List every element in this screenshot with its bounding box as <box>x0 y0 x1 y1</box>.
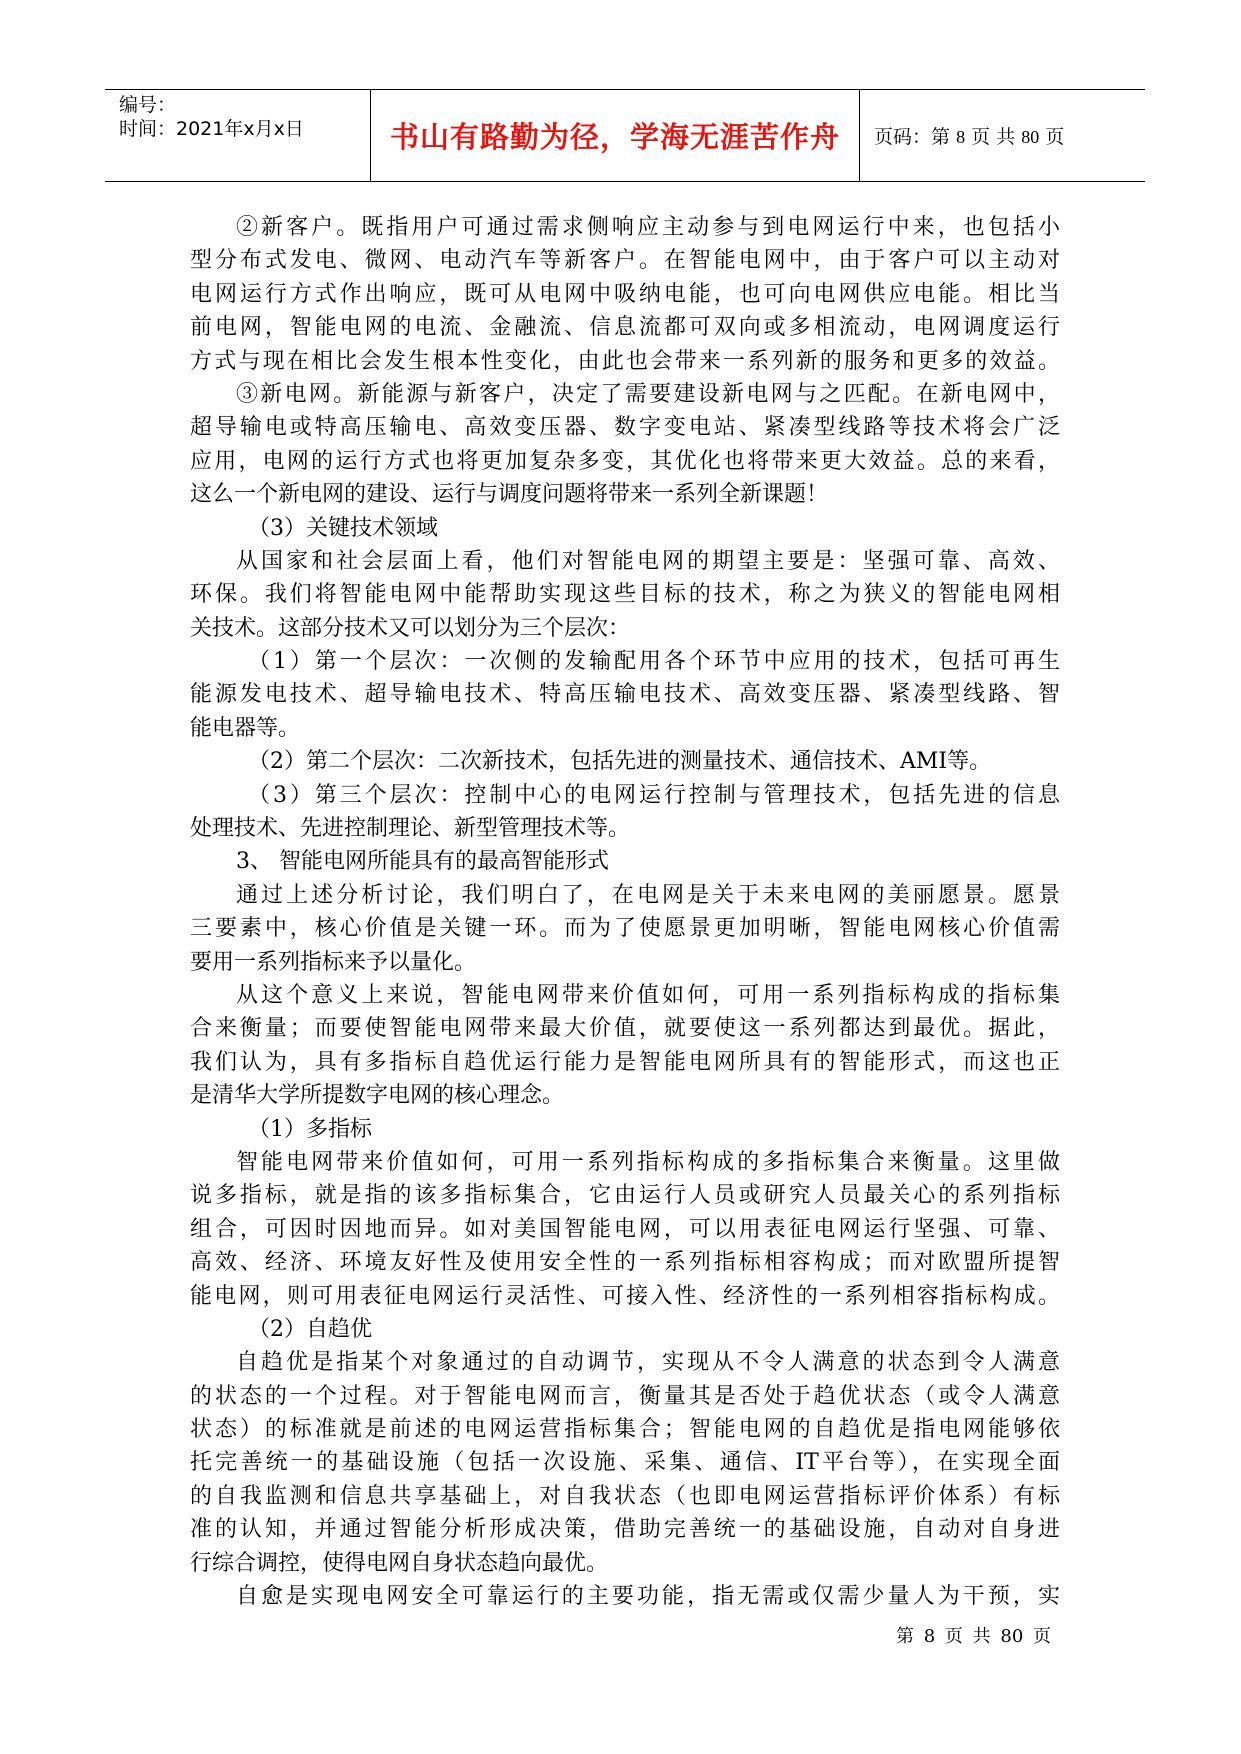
text-line: 应用，电网的运行方式也将更加复杂多变，其优化也将带来更大效益。总的来看， <box>190 448 1060 474</box>
text-line: 合来衡量；而要使智能电网带来最大价值，就要使这一系列都达到最优。据此， <box>190 1016 1060 1042</box>
text-line: 处理技术、先进控制理论、新型管理技术等。 <box>190 816 631 842</box>
header-motto-cell <box>370 90 860 181</box>
text-line: 通过上述分析讨论，我们明白了，在电网是关于未来电网的美丽愿景。愿景 <box>236 882 1060 908</box>
text-line: 能电网，则可用表征电网运行灵活性、可接入性、经济性的一系列相容指标构成。 <box>190 1283 1060 1309</box>
text-line: 关技术。这部分技术又可以划分为三个层次： <box>190 615 631 641</box>
text-line: （1）多指标 <box>248 1116 372 1142</box>
page-code-current: 8 <box>956 127 966 147</box>
text-line: 组合，可因时因地而异。如对美国智能电网，可以用表征电网运行坚强、可靠、 <box>190 1216 1060 1242</box>
text-line: 方式与现在相比会发生根本性变化，由此也会带来一系列新的服务和更多的效益。 <box>190 348 1060 374</box>
header-page-code <box>860 90 1145 181</box>
document-number-label: 编号： <box>119 94 177 116</box>
document-time-label: 时间：2021年x月x日 <box>119 118 304 140</box>
header-meta <box>105 90 370 181</box>
body-text <box>190 211 1060 1613</box>
text-line: 的自我监测和信息共享基础上，对自我状态（也即电网运营指标评价体系）有标 <box>190 1483 1060 1509</box>
page-code <box>874 122 1064 149</box>
page-code-total: 80 <box>1021 127 1040 147</box>
text-line: 是清华大学所提数字电网的核心理念。 <box>190 1083 565 1109</box>
header-motto: 书山有路勤为径，学海无涯苦作舟 <box>389 120 840 154</box>
text-line: 能源发电技术、超导输电技术、特高压输电技术、高效变压器、紧凑型线路、智 <box>190 682 1060 708</box>
text-line: 的状态的一个过程。对于智能电网而言，衡量其是否处于趋优状态（或令人满意 <box>190 1383 1060 1409</box>
text-line: 自愈是实现电网安全可靠运行的主要功能，指无需或仅需少量人为干预，实 <box>236 1584 1060 1610</box>
text-line: 状态）的标准就是前述的电网运营指标集合；智能电网的自趋优是指电网能够依 <box>190 1417 1060 1443</box>
text-line: 环保。我们将智能电网中能帮助实现这些目标的技术，称之为狭义的智能电网相 <box>190 582 1060 608</box>
text-line: 要用一系列指标来予以量化。 <box>190 949 477 975</box>
text-line: 高效、经济、环境友好性及使用安全性的一系列指标相容构成；而对欧盟所提智 <box>190 1250 1060 1276</box>
text-line: （3）第三个层次：控制中心的电网运行控制与管理技术，包括先进的信息 <box>248 782 1060 808</box>
text-line: 托完善统一的基础设施（包括一次设施、采集、通信、IT平台等），在实现全面 <box>190 1450 1060 1476</box>
text-line: （1）第一个层次：一次侧的发输配用各个环节中应用的技术，包括可再生 <box>248 649 1060 675</box>
text-line: 自趋优是指某个对象通过的自动调节，实现从不令人满意的状态到令人满意 <box>236 1350 1060 1376</box>
text-line: 前电网，智能电网的电流、金融流、信息流都可双向或多相流动，电网调度运行 <box>190 315 1060 341</box>
text-line: 说多指标，就是指的该多指标集合，它由运行人员或研究人员最关心的系列指标 <box>190 1183 1060 1209</box>
text-line: 电网运行方式作出响应，既可从电网中吸纳电能，也可向电网供应电能。相比当 <box>190 281 1060 307</box>
text-line: 型分布式发电、微网、电动汽车等新客户。在智能电网中，由于客户可以主动对 <box>190 248 1060 274</box>
text-line: （3）关键技术领域 <box>248 515 438 541</box>
text-line: 从这个意义上来说，智能电网带来价值如何，可用一系列指标构成的指标集 <box>236 982 1060 1008</box>
text-line: 智能电网带来价值如何，可用一系列指标构成的多指标集合来衡量。这里做 <box>236 1149 1060 1175</box>
text-line: 从国家和社会层面上看，他们对智能电网的期望主要是：坚强可靠、高效、 <box>236 548 1060 574</box>
text-line: 准的认知，并通过智能分析形成决策，借助完善统一的基础设施，自动对自身进 <box>190 1517 1060 1543</box>
text-line: （2）第二个层次：二次新技术，包括先进的测量技术、通信技术、AMI等。 <box>248 749 992 775</box>
text-line: 能电器等。 <box>190 715 301 741</box>
text-line: 行综合调控，使得电网自身状态趋向最优。 <box>190 1550 609 1576</box>
text-line: （2）自趋优 <box>248 1316 372 1342</box>
page-header <box>105 89 1145 182</box>
text-line: ③新电网。新能源与新客户，决定了需要建设新电网与之匹配。在新电网中， <box>236 381 1060 407</box>
text-line: 超导输电或特高压输电、高效变压器、数字变电站、紧凑型线路等技术将会广泛 <box>190 415 1060 441</box>
text-line: ②新客户。既指用户可通过需求侧响应主动参与到电网运行中来，也包括小 <box>236 215 1060 240</box>
page-code-suffix: 页 <box>1045 126 1065 148</box>
page-code-prefix: 页码：第 <box>874 126 951 148</box>
text-line: 3、 智能电网所能具有的最高智能形式 <box>236 849 609 875</box>
page-code-mid: 页 共 <box>971 126 1016 148</box>
text-line: 这么一个新电网的建设、运行与调度问题将带来一系列全新课题！ <box>190 482 829 508</box>
text-line: 三要素中，核心价值是关键一环。而为了使愿景更加明晰，智能电网核心价值需 <box>190 916 1060 942</box>
text-line: 我们认为，具有多指标自趋优运行能力是智能电网所具有的智能形式，而这也正 <box>190 1049 1060 1075</box>
page-footer: 第 8 页 共 80 页 <box>896 1626 1051 1647</box>
